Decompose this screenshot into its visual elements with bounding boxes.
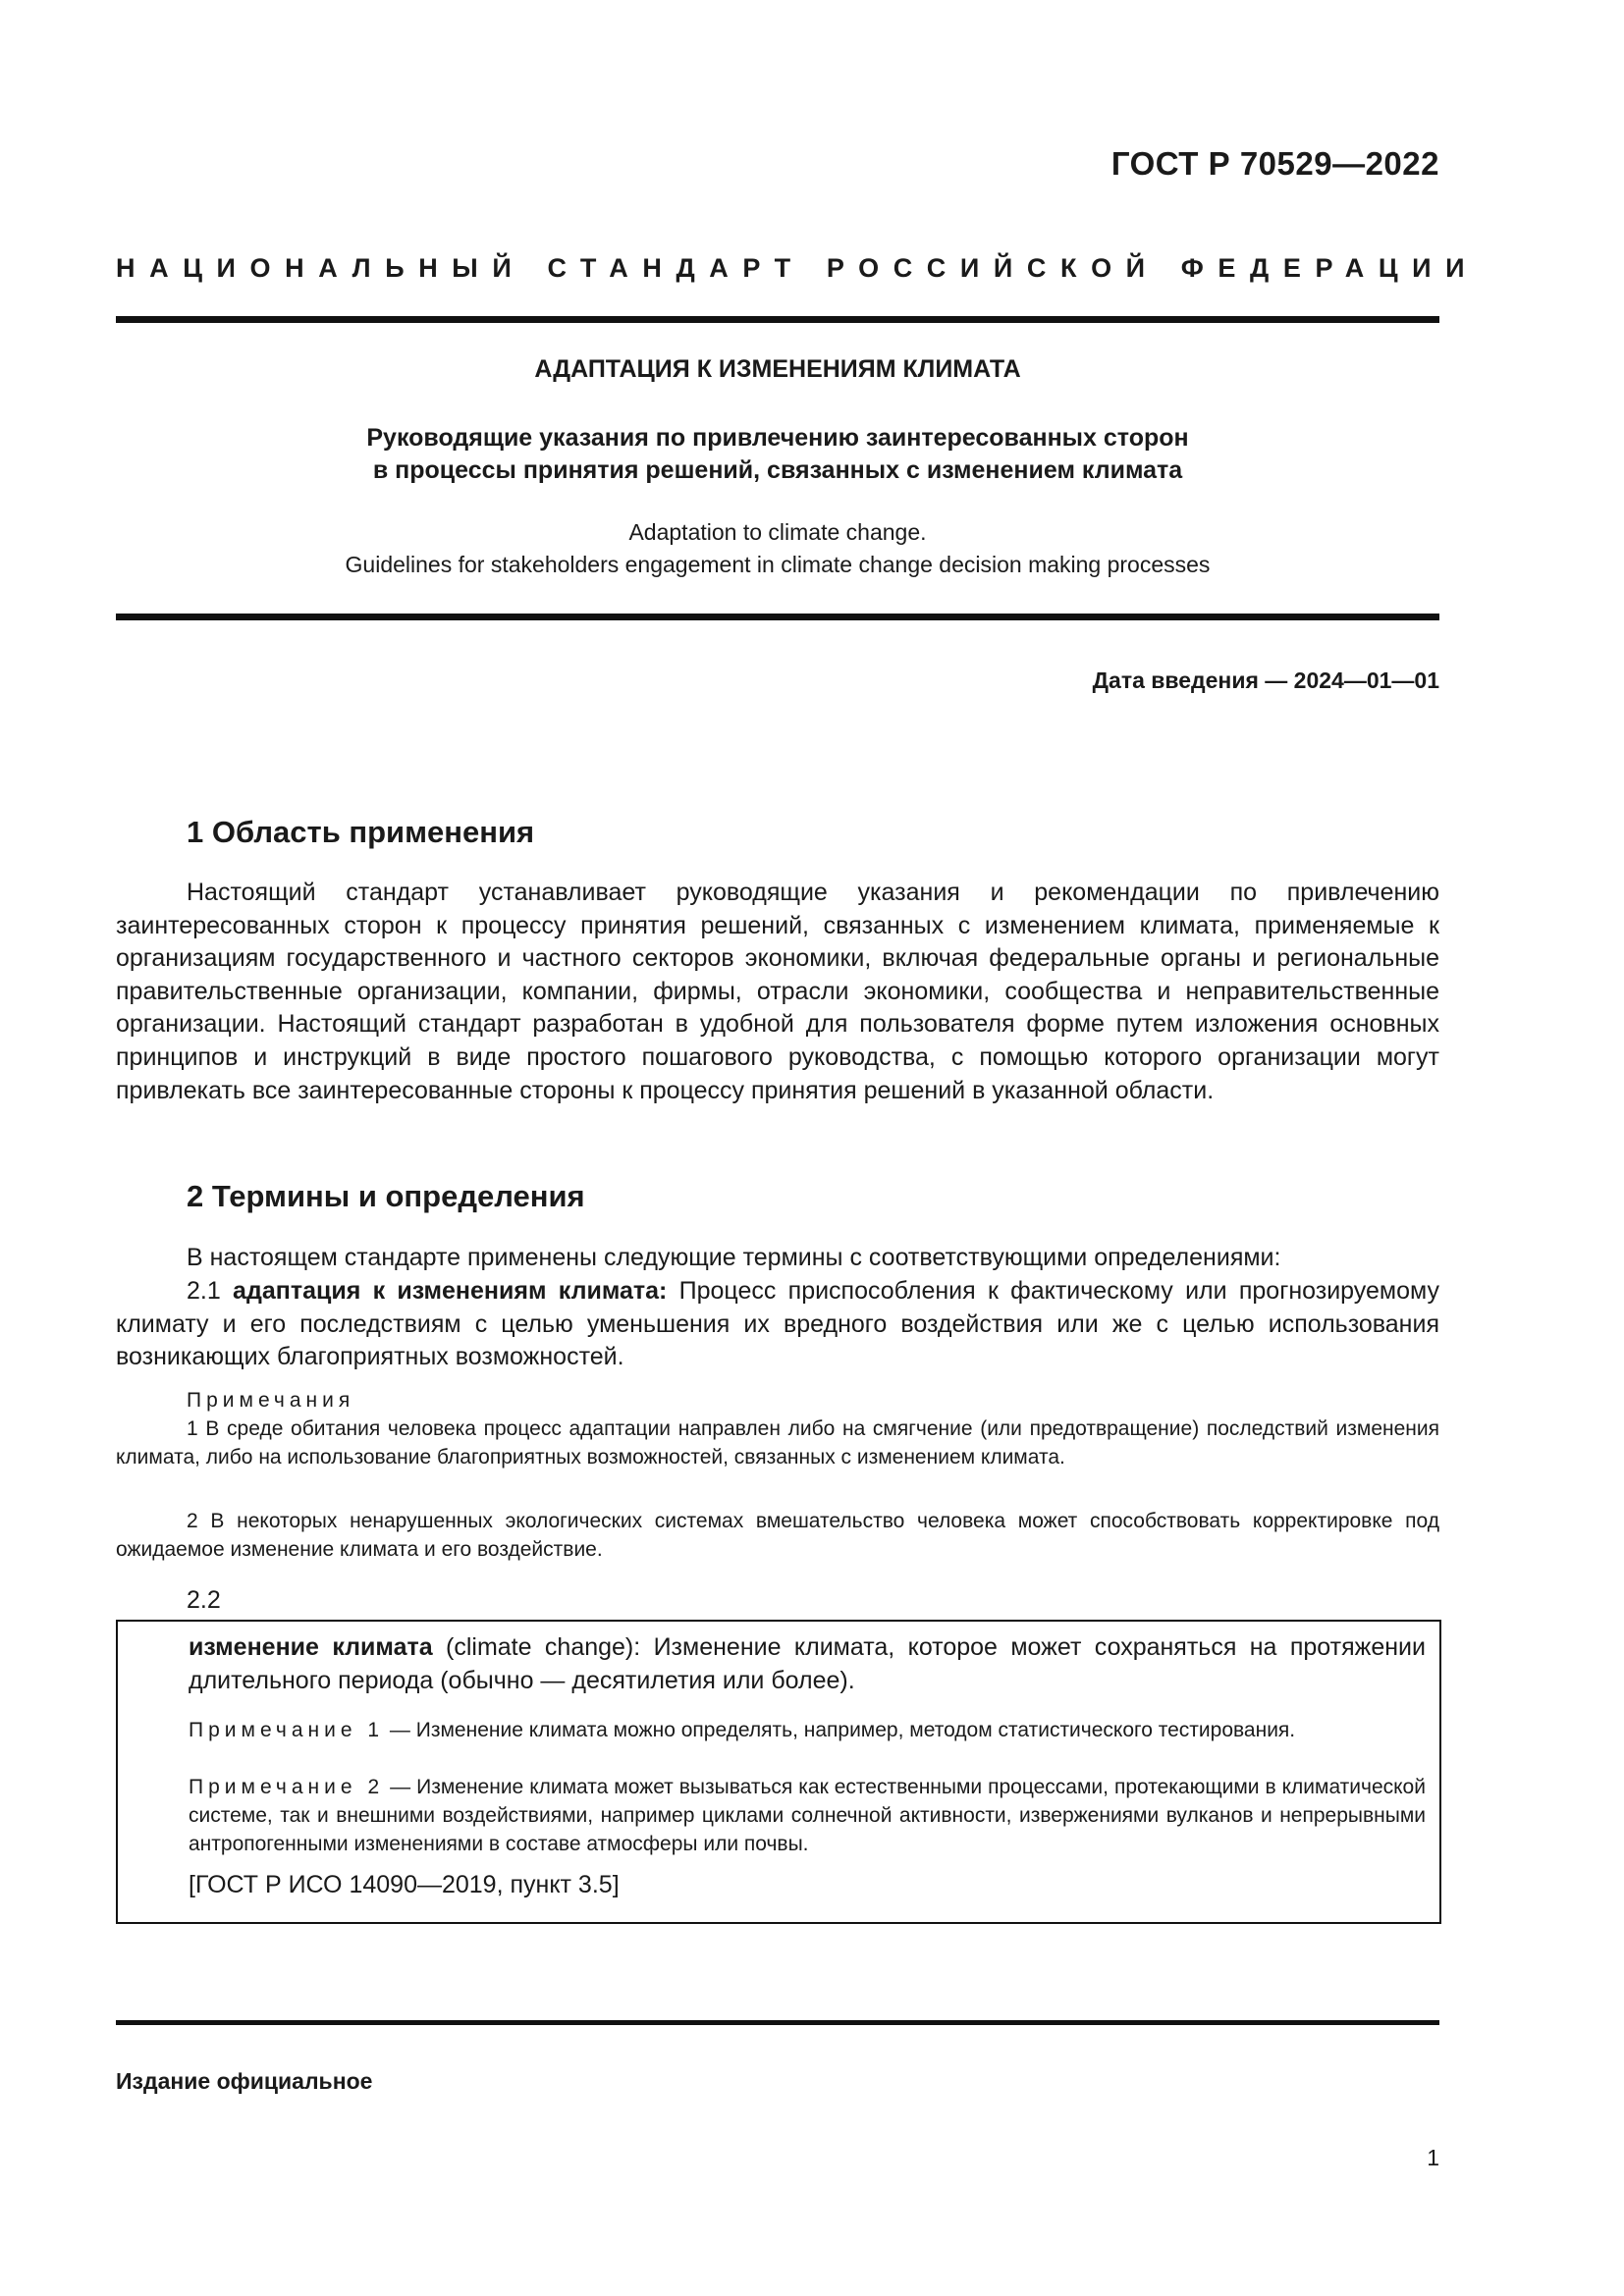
page-number: 1	[1427, 2145, 1439, 2170]
title-divider	[116, 614, 1439, 620]
note-1-text: 1 В среде обитания человека процесс адаптации направлен либо на смягчение (или предотвращение) последствий изменения климата, либо на использование благоприятных возможностей, связанных с изменением климата.	[116, 1417, 1439, 1468]
note-label: Примечание 1	[189, 1719, 385, 1741]
notes-heading: Примечания	[187, 1389, 355, 1412]
english-title-line: Guidelines for stakeholders engagement in climate change decision making processes	[345, 552, 1211, 577]
term-number: 2.1	[187, 1277, 221, 1305]
note-text: — Изменение климата можно определять, например, методом статистического тестирования.	[389, 1719, 1296, 1741]
subtitle-line: Руководящие указания по привлечению заинтересованных сторон	[366, 424, 1189, 452]
term-definition: (climate change): Изменение климата, которое может сохраняться на протяжении длительного периода (обычно — десятилетия или более).	[189, 1633, 1426, 1694]
note-text: — Изменение климата может вызываться как естественными процессами, протекающими в климатической системе, так и внешними воздействиями, например циклами солнечной активности, извержениями вулканов и непрерывными антропогенными изменениями в составе атмосферы или почвы.	[189, 1776, 1426, 1855]
document-title: АДАПТАЦИЯ К ИЗМЕНЕНИЯМ КЛИМАТА	[534, 355, 1021, 383]
term-2-2-definition	[189, 1631, 1426, 1697]
section-2-heading: 2 Термины и определения	[187, 1179, 585, 1213]
term-2-2-box	[116, 1620, 1441, 1924]
term-number: 2.2	[187, 1586, 221, 1614]
note-label: Примечание 2	[189, 1776, 385, 1798]
edition-label: Издание официальное	[116, 2068, 373, 2094]
gost-number: ГОСТ Р 70529—2022	[1110, 145, 1439, 182]
term-name: адаптация к изменениям климата:	[233, 1277, 668, 1305]
notes-heading-row	[116, 1386, 1439, 1415]
section-1-text	[116, 877, 1439, 1107]
english-title-line: Adaptation to climate change.	[628, 519, 927, 545]
top-divider	[116, 316, 1439, 323]
section-1-paragraph: Настоящий стандарт устанавливает руководящие указания и рекомендации по привлечению заинтересованных сторон к процессу принятия решений, связанных с изменением климата, применяемые к организациям государственного и частного секторов экономики, включая федеральные органы и региональные правительственные организации, компании, фирмы, отрасли экономики, сообщества и неправительственные организации. Настоящий стандарт разработан в удобной для пользователя форме путем изложения основных принципов и инструкций в виде простого пошагового руководства, с помощью которого организации могут привлекать все заинтересованные стороны к процессу принятия решений в указанной области.	[116, 879, 1439, 1104]
national-standard-banner: НАЦИОНАЛЬНЫЙ СТАНДАРТ РОССИЙСКОЙ ФЕДЕРАЦИИ	[116, 253, 1480, 283]
subtitle-line: в процессы принятия решений, связанных с изменением климата	[372, 456, 1183, 484]
term-name: изменение климата	[189, 1633, 433, 1661]
section-1-heading: 1 Область применения	[187, 815, 535, 849]
section-2-intro-text: В настоящем стандарте применены следующие термины с соответствующими определениями:	[187, 1244, 1281, 1271]
term-2-2-note-2	[189, 1773, 1426, 1858]
term-2-2-note-1	[189, 1716, 1426, 1744]
term-definition: Процесс приспособления к фактическому или прогнозируемому климату и его последствиям с целью уменьшения их вредного воздействия или же с целью использования возникающих благоприятных возможностей.	[116, 1277, 1439, 1371]
term-2-1	[116, 1275, 1439, 1374]
note-1	[116, 1415, 1439, 1471]
document-subtitle	[116, 422, 1439, 487]
term-2-2-source: [ГОСТ Р ИСО 14090—2019, пункт 3.5]	[189, 1871, 620, 1898]
english-title	[116, 516, 1439, 581]
introduction-date: Дата введения — 2024—01—01	[1092, 667, 1439, 693]
term-2-2-number-row	[116, 1584, 1439, 1618]
note-2-text: 2 В некоторых ненарушенных экологических системах вмешательство человека может способствовать корректировке под ожидаемое изменение климата и его воздействие.	[116, 1510, 1439, 1561]
footer-divider	[116, 2020, 1439, 2025]
section-2-intro	[116, 1242, 1439, 1275]
note-2	[116, 1507, 1439, 1564]
